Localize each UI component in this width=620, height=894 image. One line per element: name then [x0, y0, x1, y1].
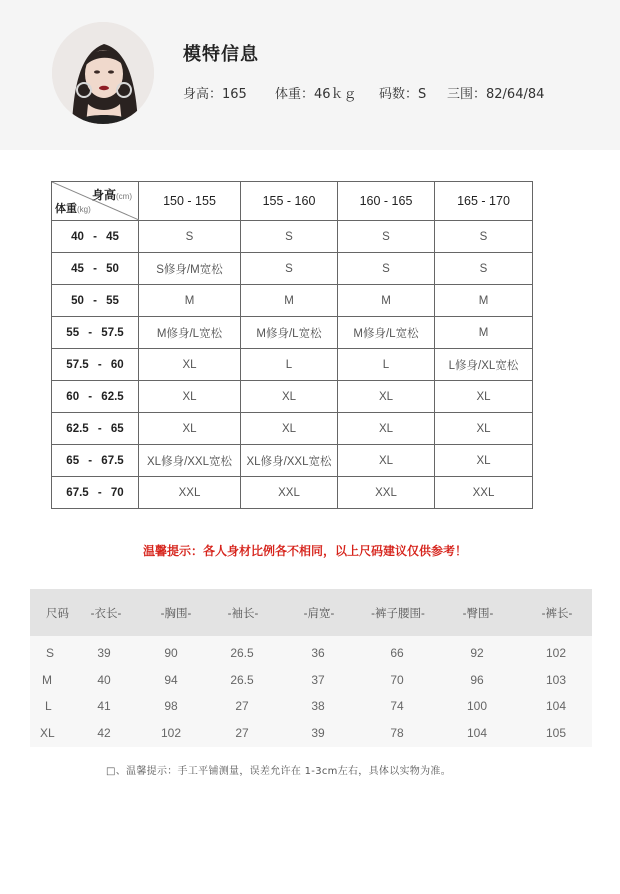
measure-cell: 104 — [545, 699, 567, 713]
model-weight: 体重：46ｋｇ — [275, 87, 357, 102]
measurement-note: □、温馨提示：手工平铺测量，误差允许在 1-3cm左右，具体以实物为准。 — [106, 766, 451, 777]
model-avatar — [52, 22, 154, 124]
measure-cell: 26.5 — [230, 646, 254, 660]
size-cell: S — [139, 221, 241, 253]
size-cell: L — [241, 349, 338, 381]
size-cell: M — [241, 285, 338, 317]
measurement-header-row — [30, 589, 592, 636]
size-label-cell: M — [42, 673, 52, 687]
size-cell: M修身/L宽松 — [241, 317, 338, 349]
height-range-header: 160 - 165 — [338, 182, 435, 221]
size-cell: L修身/XL宽松 — [435, 349, 533, 381]
corner-height-label: 身高(cm) — [91, 188, 132, 202]
measure-cell: 27 — [235, 699, 249, 713]
table-row — [52, 445, 533, 477]
size-cell: M — [435, 317, 533, 349]
measure-cell: 27 — [235, 726, 249, 740]
size-cell: XXL — [435, 477, 533, 509]
size-cell: XL修身/XXL宽松 — [241, 445, 338, 477]
weight-range-cell: 45 - 50 — [52, 253, 139, 285]
model-height: 身高：165 — [183, 87, 247, 102]
weight-range-cell: 40 - 45 — [52, 221, 139, 253]
size-cell: XL — [435, 445, 533, 477]
size-cell: S — [338, 253, 435, 285]
weight-range-cell: 60 - 62.5 — [52, 381, 139, 413]
height-range-header: 155 - 160 — [241, 182, 338, 221]
measure-cell: 42 — [97, 726, 111, 740]
measure-cell: 105 — [545, 726, 567, 740]
column-header: -肩宽- — [303, 608, 335, 620]
model-measurements: 三围：82/64/84 — [447, 87, 545, 102]
measure-cell: 40 — [97, 673, 111, 687]
table-row — [52, 317, 533, 349]
size-label-cell: L — [45, 699, 52, 713]
weight-range-cell: 57.5 - 60 — [52, 349, 139, 381]
size-cell: S — [338, 221, 435, 253]
size-cell: S修身/M宽松 — [139, 253, 241, 285]
size-cell: XL — [241, 413, 338, 445]
size-cell: XL — [139, 413, 241, 445]
size-cell: M修身/L宽松 — [139, 317, 241, 349]
size-cell: S — [241, 221, 338, 253]
measure-cell: 26.5 — [230, 673, 254, 687]
measure-cell: 92 — [470, 646, 484, 660]
column-header: -衣长- — [90, 608, 122, 620]
height-range-header: 150 - 155 — [139, 182, 241, 221]
size-cell: XL修身/XXL宽松 — [139, 445, 241, 477]
table-row — [52, 253, 533, 285]
table-row — [52, 413, 533, 445]
size-cell: XL — [139, 381, 241, 413]
measure-cell: 94 — [164, 673, 178, 687]
size-cell: M — [139, 285, 241, 317]
column-header: -胸围- — [160, 608, 192, 620]
size-cell: L — [338, 349, 435, 381]
model-size: 码数：S — [379, 87, 427, 102]
measure-cell: 96 — [470, 673, 484, 687]
size-label-cell: S — [46, 646, 55, 660]
measure-cell: 41 — [97, 699, 111, 713]
table-row — [52, 477, 533, 509]
weight-range-cell: 50 - 55 — [52, 285, 139, 317]
table-corner-cell — [52, 182, 139, 221]
size-cell: M修身/L宽松 — [338, 317, 435, 349]
measure-cell: 102 — [160, 726, 182, 740]
column-header: 尺码 — [46, 608, 69, 620]
size-cell: M — [338, 285, 435, 317]
size-cell: XXL — [139, 477, 241, 509]
measure-cell: 100 — [466, 699, 488, 713]
table-row — [52, 349, 533, 381]
table-row — [52, 381, 533, 413]
table-row — [52, 285, 533, 317]
size-cell: XXL — [338, 477, 435, 509]
measure-cell: 104 — [466, 726, 488, 740]
size-cell: M — [435, 285, 533, 317]
size-cell: XL — [338, 381, 435, 413]
measure-cell: 103 — [545, 673, 567, 687]
size-recommendation-table — [51, 181, 533, 509]
column-header: -裤长- — [541, 608, 573, 620]
size-cell: XL — [139, 349, 241, 381]
measure-cell: 38 — [311, 699, 325, 713]
measure-cell: 37 — [311, 673, 325, 687]
corner-weight-label: 体重(kg) — [55, 203, 91, 215]
table-row — [52, 221, 533, 253]
model-info-title: 模特信息 — [183, 44, 259, 65]
measure-cell: 74 — [390, 699, 404, 713]
size-cell: XL — [435, 413, 533, 445]
size-label-cell: XL — [40, 726, 55, 740]
measure-cell: 66 — [390, 646, 404, 660]
weight-range-cell: 55 - 57.5 — [52, 317, 139, 349]
measure-cell: 39 — [97, 646, 111, 660]
size-cell: XL — [241, 381, 338, 413]
measurement-body — [30, 636, 592, 747]
column-header: -裤子腰围- — [371, 608, 425, 620]
measure-cell: 102 — [545, 646, 567, 660]
size-advice-warning: 温馨提示：各人身材比例各不相同，以上尺码建议仅供参考！ — [142, 544, 467, 558]
size-cell: S — [435, 221, 533, 253]
measure-cell: 90 — [164, 646, 178, 660]
measure-cell: 36 — [311, 646, 325, 660]
weight-range-cell: 67.5 - 70 — [52, 477, 139, 509]
size-cell: XL — [338, 413, 435, 445]
size-cell: S — [241, 253, 338, 285]
measure-cell: 98 — [164, 699, 178, 713]
measure-cell: 78 — [390, 726, 404, 740]
size-cell: S — [435, 253, 533, 285]
measure-cell: 70 — [390, 673, 404, 687]
measure-cell: 39 — [311, 726, 325, 740]
height-range-header: 165 - 170 — [435, 182, 533, 221]
weight-range-cell: 62.5 - 65 — [52, 413, 139, 445]
garment-measurement-table — [30, 589, 592, 747]
weight-range-cell: 65 - 67.5 — [52, 445, 139, 477]
size-cell: XXL — [241, 477, 338, 509]
column-header: -臀围- — [462, 608, 494, 620]
column-header: -袖长- — [227, 608, 259, 620]
size-cell: XL — [338, 445, 435, 477]
size-cell: XL — [435, 381, 533, 413]
